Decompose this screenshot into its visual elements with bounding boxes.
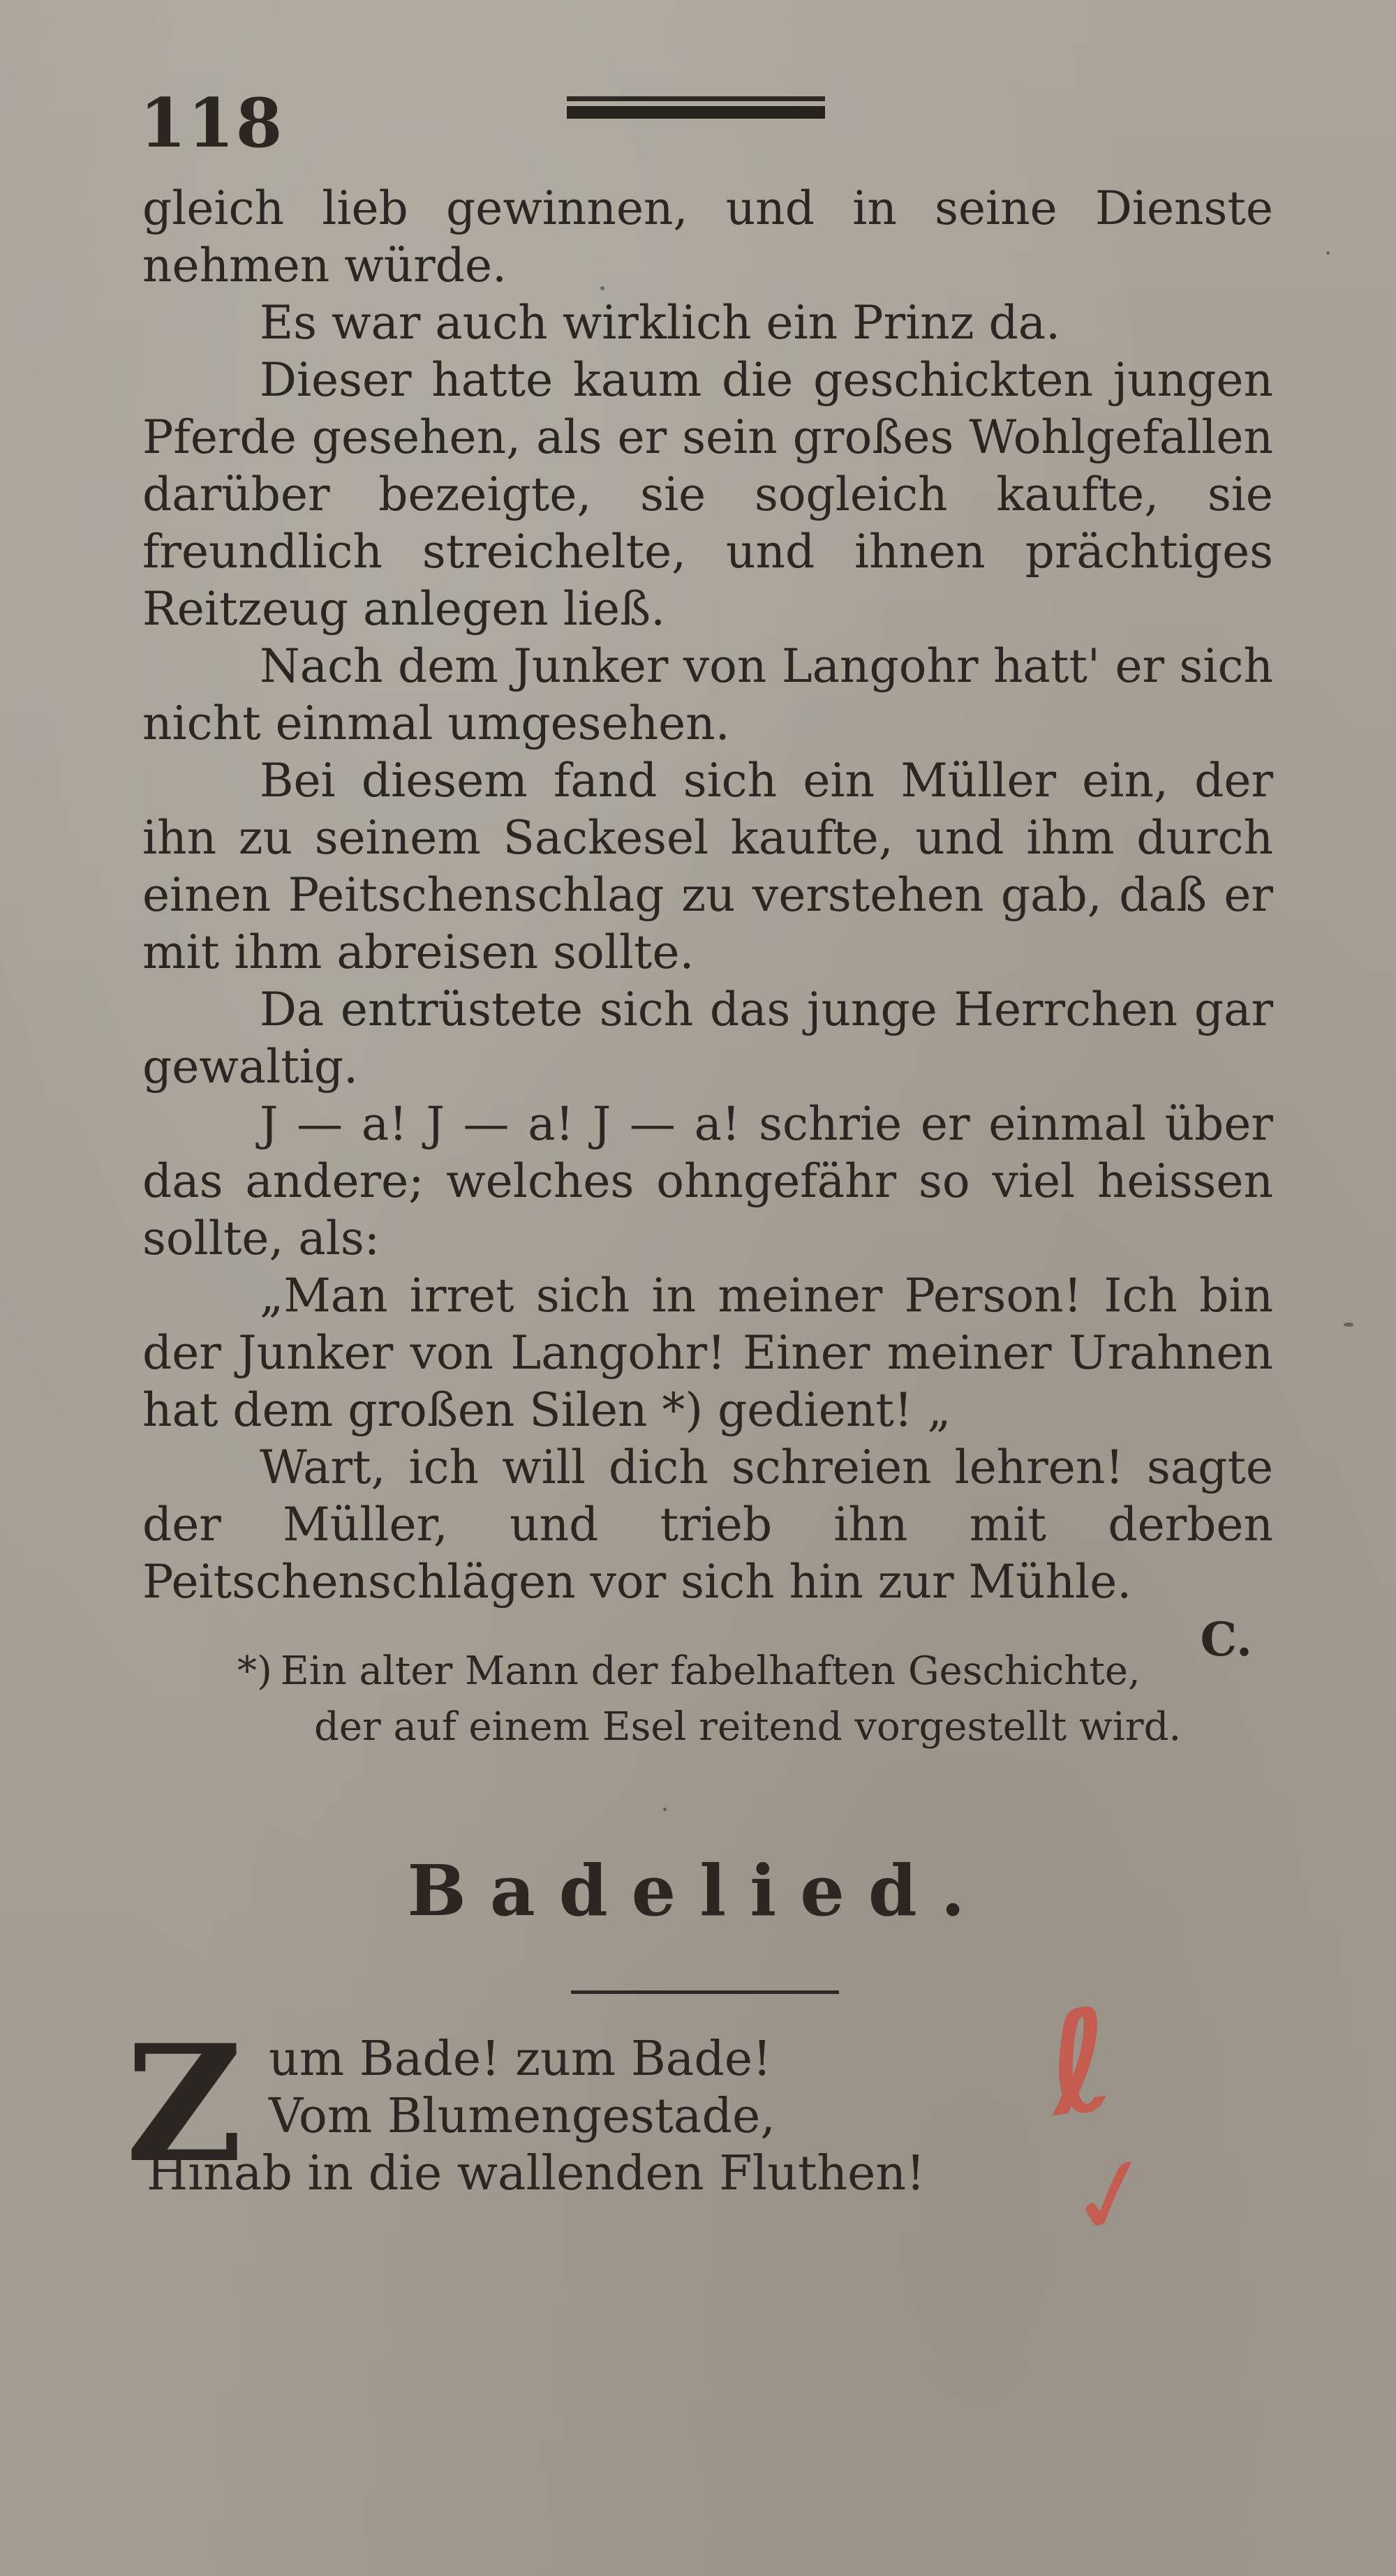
paragraph: Bei diesem fand sich ein Müller ein, der ihn zu seinem Sackesel kaufte, und ihm durch einen Peitschenschlag zu verstehen gab, daß er mit ihm abreisen sollte. bbox=[142, 754, 1273, 979]
paragraph: Dieser hatte kaum die geschickten jungen Pferde gesehen, als er sein großes Wohlgefallen darüber bezeigte, sie sogleich kaufte, sie freundlich streichelte, und ihnen prächtiges Reitzeug anlegen ließ. bbox=[142, 353, 1273, 636]
paragraph: gleich lieb gewinnen, und in seine Dienste nehmen würde. bbox=[142, 181, 1273, 292]
author-signature: C. bbox=[1200, 1612, 1252, 1667]
body-text bbox=[142, 180, 1273, 1668]
paragraph: Nach dem Junker von Langohr hatt' er sich nicht einmal umgesehen. bbox=[142, 639, 1273, 750]
poem-dropcap: Z bbox=[126, 2010, 243, 2198]
footnote-line-2: der auf einem Esel reitend vorgestellt wird. bbox=[314, 1704, 1182, 1750]
poem-line-2: Vom Blumengestade, bbox=[269, 2089, 775, 2144]
footnote bbox=[237, 1644, 1284, 1755]
red-pencil-mark: ℓ bbox=[1036, 1978, 1124, 2149]
section-title: Badelied. bbox=[407, 1849, 989, 1932]
poem-line-1: um Bade! zum Bade! bbox=[269, 2032, 772, 2087]
footnote-marker: *) bbox=[237, 1648, 272, 1694]
paragraph: „Man irret sich in meiner Person! Ich bin der Junker von Langohr! Einer meiner Urahnen hat dem großen Silen *) gedient! „ bbox=[142, 1269, 1273, 1437]
title-rule bbox=[571, 1990, 839, 1994]
paragraph-with-signature bbox=[142, 1439, 1273, 1667]
footnote-line-1: Ein alter Mann der fabelhaften Geschichte, bbox=[280, 1648, 1141, 1694]
paper-speck bbox=[663, 1808, 667, 1811]
paragraph: Es war auch wirklich ein Prinz da. bbox=[260, 296, 1061, 350]
header-rule bbox=[567, 96, 825, 124]
paper-speck bbox=[1326, 251, 1330, 255]
paper-speck bbox=[1344, 1323, 1353, 1327]
red-check-mark: ✓ bbox=[1056, 2127, 1168, 2265]
poem-line-3: Hinab in die wallenden Fluthen! bbox=[147, 2146, 926, 2201]
poem bbox=[147, 2031, 1124, 2203]
paragraph: Wart, ich will dich schreien lehren! sagte der Müller, und trieb ihn mit derben Peitschenschlägen vor sich hin zur Mühle. bbox=[142, 1440, 1273, 1609]
paragraph: J — a! J — a! J — a! schrie er einmal über das andere; welches ohngefähr so viel heissen sollte, als: bbox=[142, 1097, 1273, 1265]
page-number: 118 bbox=[140, 84, 284, 163]
paragraph: Da entrüstete sich das junge Herrchen gar gewaltig. bbox=[142, 983, 1273, 1094]
